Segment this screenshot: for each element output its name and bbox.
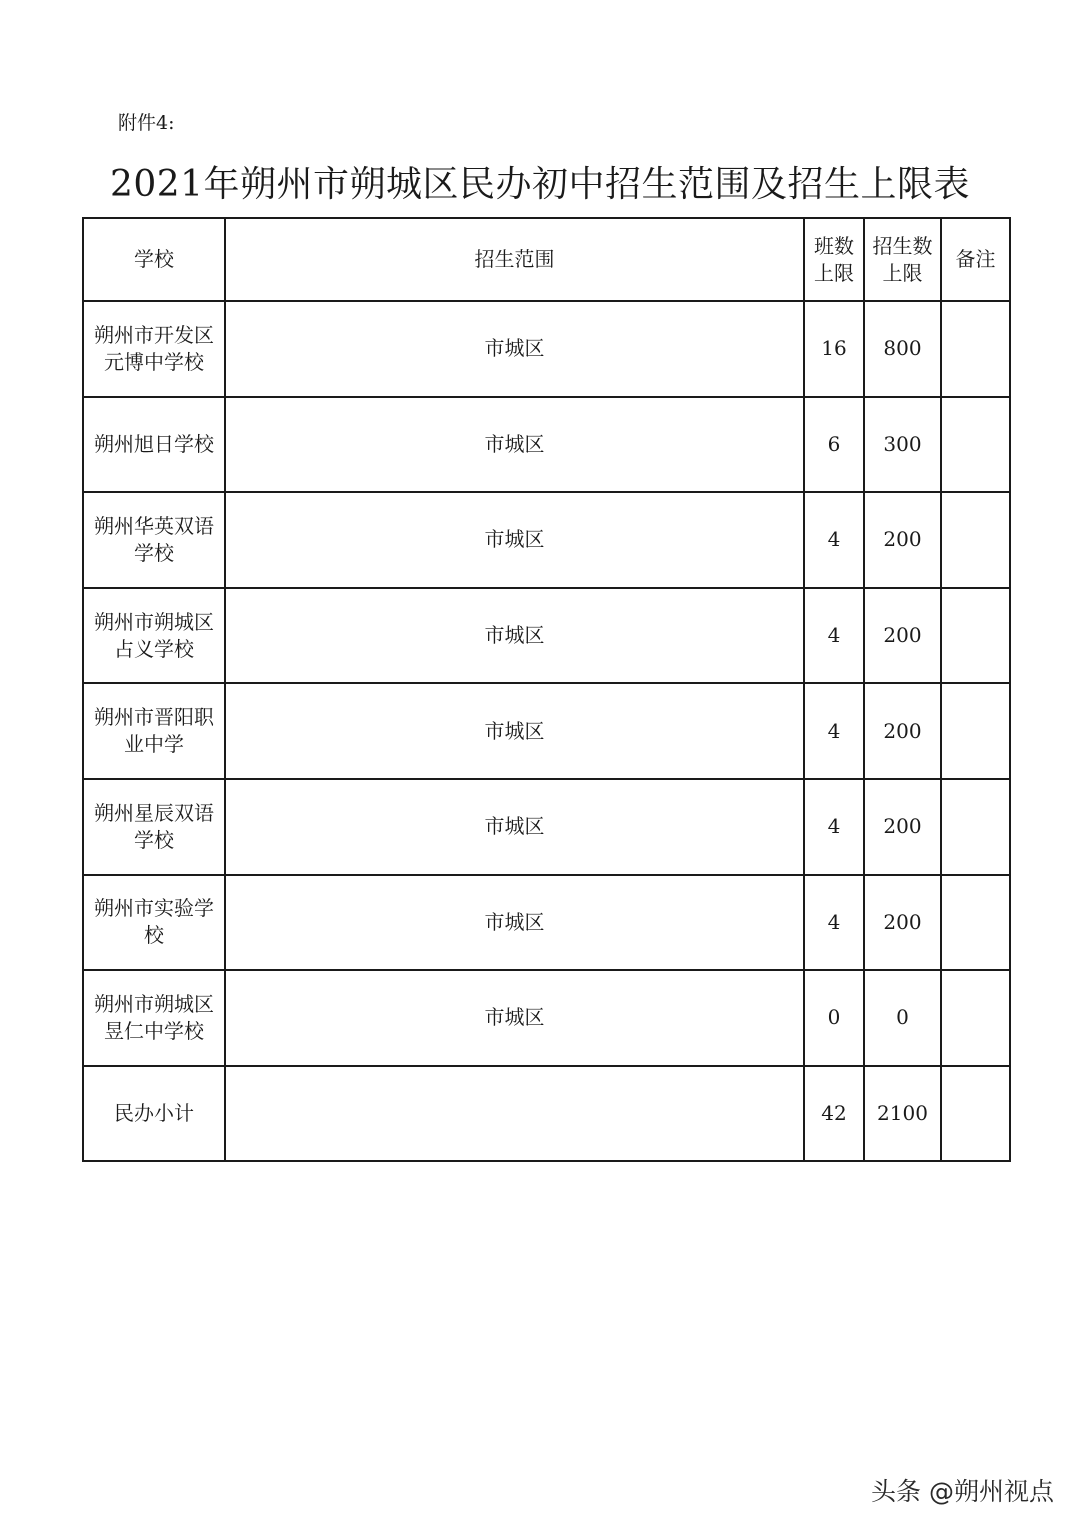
cell-notes bbox=[941, 588, 1010, 684]
cell-classes: 0 bbox=[804, 970, 864, 1066]
cell-notes bbox=[941, 779, 1010, 875]
cell-school: 朔州市朔城区昱仁中学校 bbox=[83, 970, 225, 1066]
cell-range: 市城区 bbox=[225, 397, 804, 493]
table-row bbox=[83, 970, 1010, 1066]
subtotal-classes: 42 bbox=[804, 1066, 864, 1162]
subtotal-label: 民办小计 bbox=[83, 1066, 225, 1162]
cell-notes bbox=[941, 970, 1010, 1066]
cell-range: 市城区 bbox=[225, 588, 804, 684]
cell-range: 市城区 bbox=[225, 301, 804, 397]
watermark: 头条 @朔州视点 bbox=[871, 1477, 1054, 1506]
cell-students: 200 bbox=[864, 588, 941, 684]
cell-range: 市城区 bbox=[225, 970, 804, 1066]
table-row bbox=[83, 397, 1010, 493]
document-title: 2021年朔州市朔城区民办初中招生范围及招生上限表 bbox=[109, 164, 971, 205]
header-students: 招生数上限 bbox=[864, 218, 941, 301]
cell-school: 朔州市开发区元博中学校 bbox=[83, 301, 225, 397]
cell-students: 200 bbox=[864, 683, 941, 779]
cell-students: 200 bbox=[864, 492, 941, 588]
header-classes: 班数上限 bbox=[804, 218, 864, 301]
header-school: 学校 bbox=[83, 218, 225, 301]
cell-students: 0 bbox=[864, 970, 941, 1066]
cell-students: 200 bbox=[864, 875, 941, 971]
cell-school: 朔州市晋阳职业中学 bbox=[83, 683, 225, 779]
cell-notes bbox=[941, 492, 1010, 588]
subtotal-students: 2100 bbox=[864, 1066, 941, 1162]
table-row bbox=[83, 588, 1010, 684]
cell-classes: 4 bbox=[804, 875, 864, 971]
cell-school: 朔州华英双语学校 bbox=[83, 492, 225, 588]
table-row bbox=[83, 301, 1010, 397]
header-notes: 备注 bbox=[941, 218, 1010, 301]
cell-students: 200 bbox=[864, 779, 941, 875]
cell-notes bbox=[941, 683, 1010, 779]
cell-school: 朔州旭日学校 bbox=[83, 397, 225, 493]
cell-school: 朔州星辰双语学校 bbox=[83, 779, 225, 875]
cell-range: 市城区 bbox=[225, 683, 804, 779]
table-row bbox=[83, 492, 1010, 588]
subtotal-row bbox=[83, 1066, 1010, 1162]
subtotal-range bbox=[225, 1066, 804, 1162]
table-row bbox=[83, 779, 1010, 875]
cell-school: 朔州市朔城区占义学校 bbox=[83, 588, 225, 684]
cell-classes: 16 bbox=[804, 301, 864, 397]
table-header-row bbox=[83, 218, 1010, 301]
cell-range: 市城区 bbox=[225, 779, 804, 875]
cell-classes: 4 bbox=[804, 779, 864, 875]
attachment-label: 附件4: bbox=[118, 112, 175, 134]
cell-notes bbox=[941, 397, 1010, 493]
cell-students: 800 bbox=[864, 301, 941, 397]
cell-classes: 4 bbox=[804, 492, 864, 588]
cell-range: 市城区 bbox=[225, 875, 804, 971]
cell-range: 市城区 bbox=[225, 492, 804, 588]
cell-school: 朔州市实验学校 bbox=[83, 875, 225, 971]
cell-classes: 4 bbox=[804, 683, 864, 779]
cell-notes bbox=[941, 875, 1010, 971]
cell-classes: 6 bbox=[804, 397, 864, 493]
enrollment-table bbox=[82, 217, 1011, 1162]
table-row bbox=[83, 875, 1010, 971]
subtotal-notes bbox=[941, 1066, 1010, 1162]
cell-classes: 4 bbox=[804, 588, 864, 684]
table-row bbox=[83, 683, 1010, 779]
cell-notes bbox=[941, 301, 1010, 397]
header-range: 招生范围 bbox=[225, 218, 804, 301]
cell-students: 300 bbox=[864, 397, 941, 493]
